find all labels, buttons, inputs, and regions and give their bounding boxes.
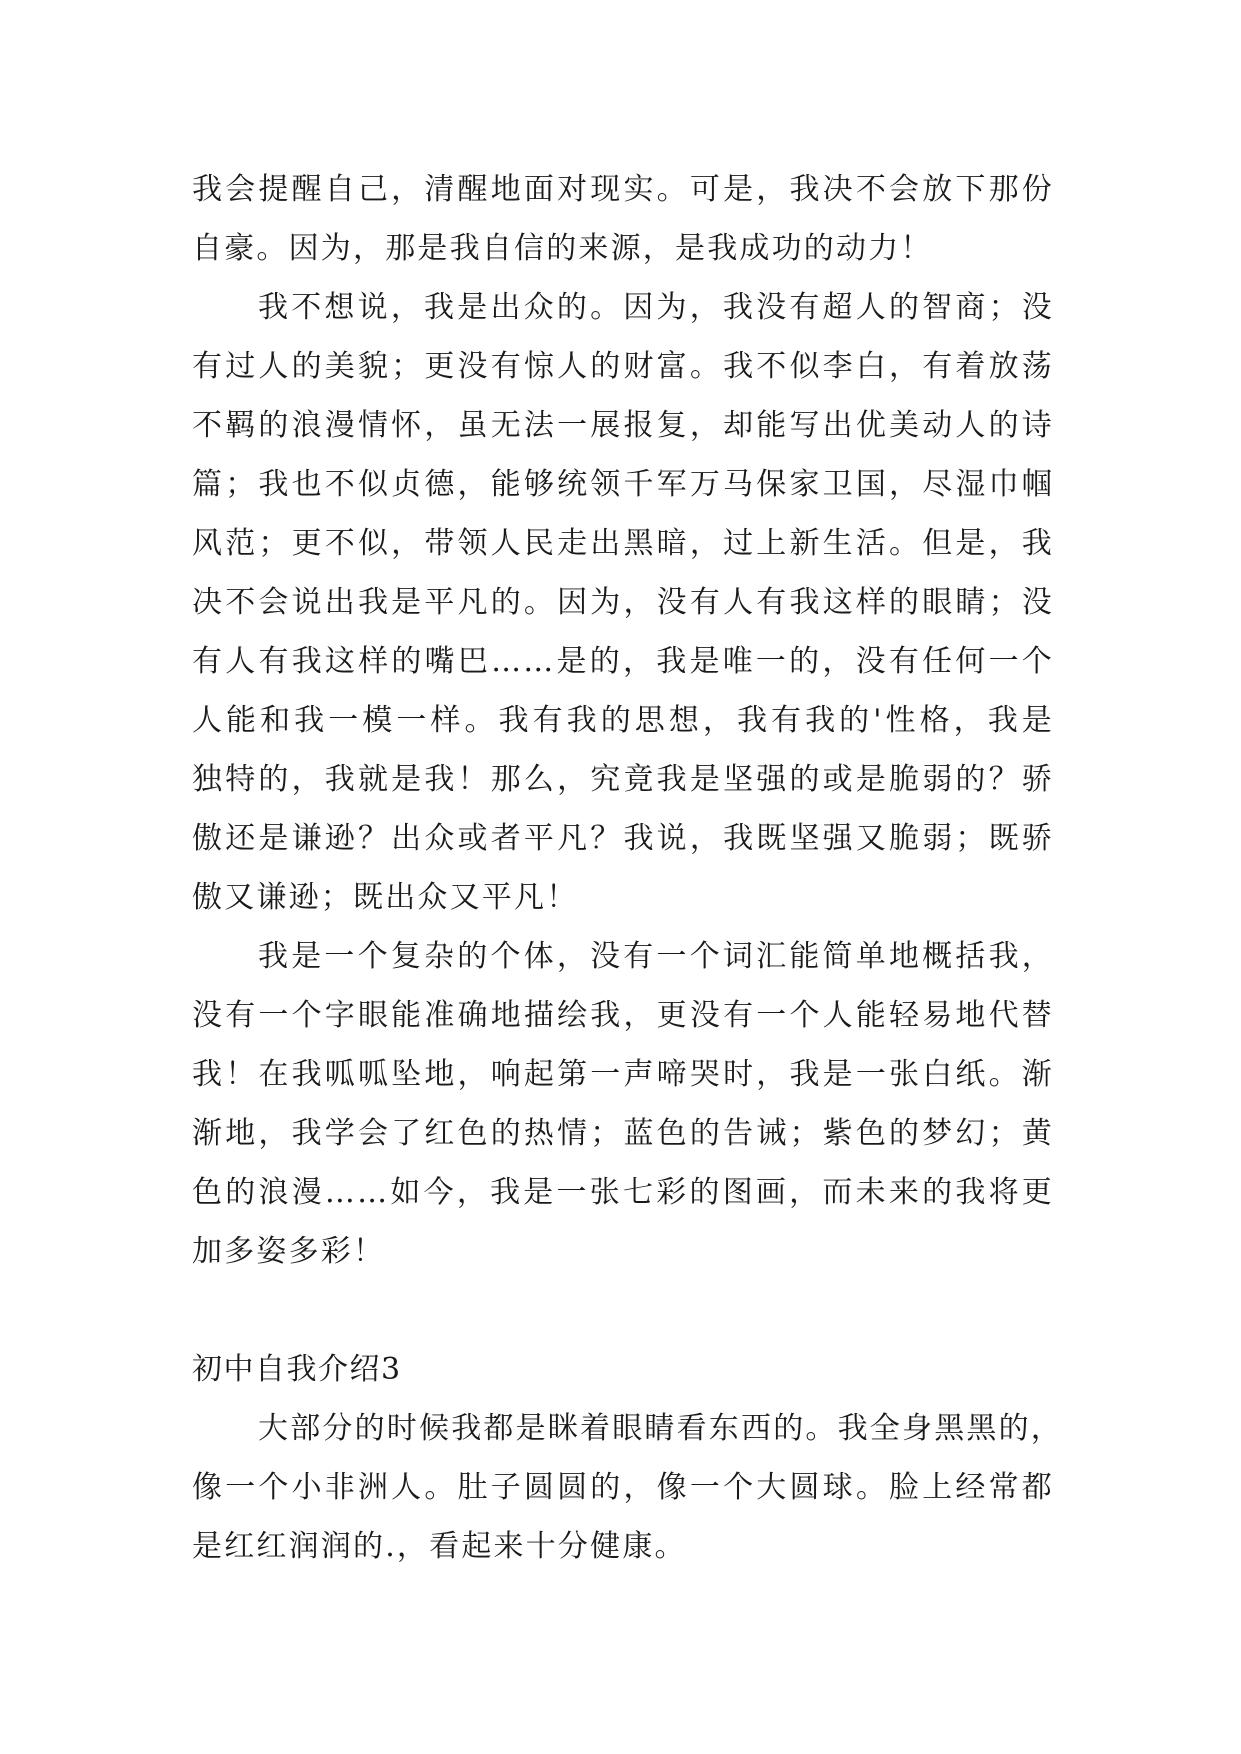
paragraph-3 [192, 927, 1054, 1281]
text-line: 有人有我这样的嘴巴……是的，我是唯一的，没有任何一个 [192, 644, 1054, 679]
text-line: 我！在我呱呱坠地，响起第一声啼哭时，我是一张白纸。渐 [192, 1057, 1054, 1092]
text-line: 色的浪漫……如今，我是一张七彩的图画，而未来的我将更 [192, 1175, 1054, 1210]
text-line: 是红红润润的.，看起来十分健康。 [192, 1529, 687, 1564]
text-line: 风范；更不似，带领人民走出黑暗，过上新生活。但是，我 [192, 526, 1054, 561]
text-line: 我不想说，我是出众的。因为，我没有超人的智商；没 [258, 290, 1054, 325]
text-line: 傲还是谦逊？出众或者平凡？我说，我既坚强又脆弱；既骄 [192, 821, 1054, 856]
text-line: 篇；我也不似贞德，能够统领千军万马保家卫国，尽湿巾帼 [192, 467, 1054, 502]
text-line: 人能和我一模一样。我有我的思想，我有我的'性格，我是 [192, 703, 1054, 738]
text-line: 大部分的时候我都是眯着眼睛看东西的。我全身黑黑的， [258, 1411, 1063, 1446]
document-body [192, 160, 1063, 1576]
section-spacer [192, 1281, 1054, 1340]
text-line: 决不会说出我是平凡的。因为，没有人有我这样的眼睛；没 [192, 585, 1054, 620]
text-line: 加多姿多彩！ [192, 1234, 386, 1269]
paragraph-2 [192, 278, 1054, 927]
section-heading: 初中自我介绍3 [192, 1352, 402, 1387]
text-line: 我是一个复杂的个体，没有一个词汇能简单地概括我， [258, 939, 1054, 974]
paragraph-4 [192, 1399, 1063, 1576]
text-line: 有过人的美貌；更没有惊人的财富。我不似李白，有着放荡 [192, 349, 1054, 384]
paragraph-1 [192, 160, 1054, 278]
text-line: 我会提醒自己，清醒地面对现实。可是，我决不会放下那份 [192, 172, 1054, 207]
text-line: 自豪。因为，那是我自信的来源，是我成功的动力！ [192, 231, 933, 266]
text-line: 没有一个字眼能准确地描绘我，更没有一个人能轻易地代替 [192, 998, 1054, 1033]
text-line: 独特的，我就是我！那么，究竟我是坚强的或是脆弱的？骄 [192, 762, 1054, 797]
text-line: 不羁的浪漫情怀，虽无法一展报复，却能写出优美动人的诗 [192, 408, 1054, 443]
text-line: 像一个小非洲人。肚子圆圆的，像一个大圆球。脸上经常都 [192, 1470, 1054, 1505]
text-line: 傲又谦逊；既出众又平凡！ [192, 880, 579, 915]
text-line: 渐地，我学会了红色的热情；蓝色的告诫；紫色的梦幻；黄 [192, 1116, 1054, 1151]
